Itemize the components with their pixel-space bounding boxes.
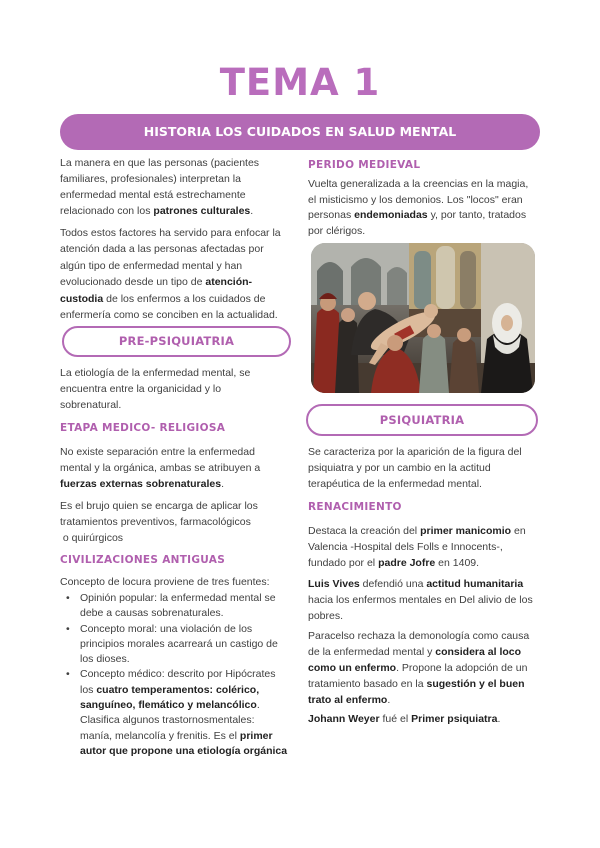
text-run: . [221, 478, 224, 490]
text-run: No existe separación entre la enfermedad mental y la orgánica, ambas se atribuyen a [60, 446, 261, 474]
psiquiatria-paragraph [308, 444, 522, 492]
text-run: Concepto médico: descrito por Hipócrates los [80, 668, 276, 696]
text-run: Concepto moral: una violación de los principios morales acarreará un castigo de los dioses. [80, 622, 278, 666]
face [501, 315, 513, 331]
renacimiento-heading: RENACIMIENTO [308, 501, 402, 513]
head [341, 308, 355, 322]
bold-term: padre Jofre [378, 557, 436, 569]
altar-panel [460, 251, 476, 309]
robe [449, 337, 479, 393]
banner-title: HISTORIA LOS CUIDADOS EN SALUD MENTAL [143, 124, 457, 139]
bold-term: endemoniadas [354, 209, 428, 222]
text-run: de los enfermos a los cuidados de enfermería como se conciben en la actualidad. [60, 292, 278, 322]
bold-term: actitud humanitaria [426, 578, 524, 590]
text-run: Es el brujo quien se encarga de aplicar los tratamientos preventivos, farmacológicos o quirúrgicos [60, 500, 258, 544]
renacimiento-paragraph-3 [308, 628, 529, 708]
pre-psiquiatria-paragraph [60, 365, 250, 413]
etapa-paragraph-2 [60, 498, 258, 546]
list-item [60, 622, 287, 668]
periodo-medieval-heading: PERIDO MEDIEVAL [308, 159, 421, 171]
intro-paragraph [60, 155, 259, 219]
bold-term: primer autor que propone una etiología orgánica [80, 729, 288, 757]
head [358, 292, 376, 310]
list-item [60, 591, 287, 622]
periodo-medieval-paragraph [308, 177, 528, 240]
civilizaciones-antiguas-heading: CIVILIZACIONES ANTIGUAS [60, 554, 226, 566]
head [457, 328, 471, 342]
text-run: . [250, 205, 254, 217]
text-run: . Propone la adopción de un tratamiento basado en la [308, 662, 528, 690]
psiquiatria-heading-box [306, 404, 538, 436]
renacimiento-paragraph-1 [308, 523, 526, 571]
text-run: hacia los enfermos mentales en Del alivio de los pobres. [308, 594, 533, 622]
text-run: Paracelso rechaza la demonología como causa de la enfermedad mental y [308, 630, 530, 658]
altar-panel [414, 251, 431, 309]
text-run: Todos estos factores ha servido para enfocar la atención dada a las personas afectadas por algún tipo de enfermedad mental y han evolucionado desde un tipo de [60, 227, 281, 289]
medieval-painting-image [311, 243, 535, 393]
text-run: Concepto de locura proviene de tres fuentes: [60, 576, 270, 588]
bold-term: fuerzas externas sobrenaturales [60, 478, 222, 490]
etapa-medico-religiosa-heading: ETAPA MEDICO- RELIGIOSA [60, 422, 226, 434]
list-item [60, 667, 287, 759]
text-run: . [497, 713, 501, 725]
page-title: TEMA 1 [219, 61, 381, 104]
arch [387, 267, 407, 305]
head [424, 304, 438, 318]
text-run: fué el [379, 713, 412, 725]
text-run: La etiología de la enfermedad mental, se encuentra entre la organicidad y lo sobrenatural. [60, 367, 251, 411]
civilizaciones-intro [60, 574, 270, 590]
bold-term: considera al loco como un enfermo [308, 646, 522, 674]
text-run: defendió una [359, 578, 427, 590]
text-run: Se caracteriza por la aparición de la figura del psiquiatra y por un cambio en la actitud terapéutica de la enfermedad mental. [308, 446, 522, 490]
psiquiatria-heading: PSIQUIATRIA [379, 413, 465, 427]
bold-term: atención- custodia [60, 276, 253, 305]
text-run: Destaca la creación del [308, 525, 421, 537]
renacimiento-paragraph-4 [308, 711, 500, 727]
text-run: Opinión popular: la enfermedad mental se debe a causas sobrenaturales. [80, 592, 276, 620]
intro-paragraph-2 [60, 225, 281, 323]
head [427, 324, 441, 338]
pre-psiquiatria-heading-box [62, 326, 291, 357]
text-run: en 1409. [435, 557, 480, 569]
text-run: . [387, 694, 391, 706]
etapa-paragraph-1 [60, 444, 260, 492]
bold-term: patrones culturales [153, 205, 251, 217]
robe [419, 333, 449, 393]
bold-term: Primer psiquiatra [411, 713, 498, 725]
head [387, 335, 403, 351]
bold-term: sugestión y el buen trato al enfermo [308, 678, 525, 706]
painting-scene [311, 243, 535, 393]
bold-term: cuatro temperamentos: colérico, sanguíneo, flemático y melancólico [80, 683, 260, 712]
renacimiento-paragraph-2 [308, 576, 533, 624]
bold-term: Luis Vives [308, 578, 360, 590]
text-run: y, por tanto, tratados por clérigos. [308, 209, 527, 238]
section-banner [60, 114, 540, 150]
text-run: . Clasifica algunos trastornosmentales: manía, melancolía y frenitis. Es el [80, 699, 260, 742]
pre-psiquiatria-heading: PRE-PSIQUIATRIA [118, 334, 235, 348]
bold-term: primer manicomio [420, 525, 512, 537]
bold-term: Johann Weyer [308, 713, 380, 725]
text-run: La manera en que las personas (pacientes familiares, profesionales) interpretan la enfermedad mental está estrechamente relacionado con los [60, 157, 260, 217]
text-run: Vuelta generalizada a la creencias en la magia, el misticismo y los demonios. Los "locos" eran personas [308, 178, 529, 222]
sources-list [60, 591, 287, 759]
text-run: en Valencia -Hospital dels Folls e Innocents-, fundado por el [308, 525, 526, 569]
altar-panel [436, 246, 455, 309]
